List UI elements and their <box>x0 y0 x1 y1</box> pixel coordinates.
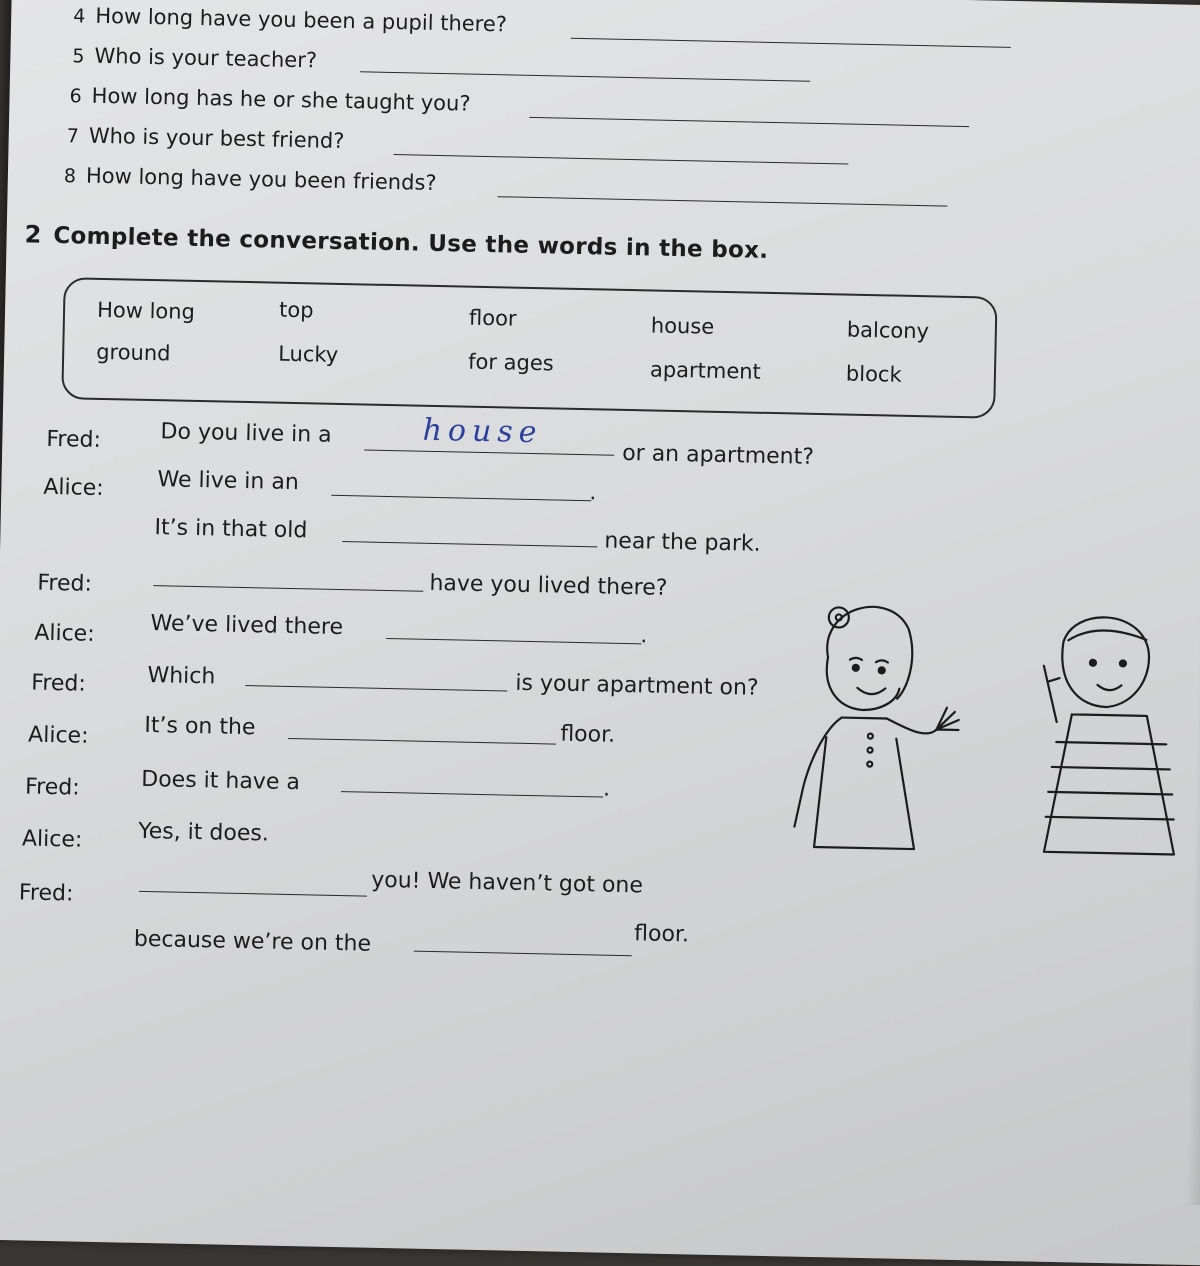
dialogue-text: Does it have a <box>141 766 301 796</box>
word-box <box>61 277 997 419</box>
dialogue-text: floor. <box>633 921 690 948</box>
question-5: 5 Who is your teacher? <box>72 43 318 73</box>
word-box-item: How long <box>96 297 196 324</box>
dialogue-text: It’s on the <box>144 712 256 741</box>
word-box-item: balcony <box>846 317 930 344</box>
dialogue-text: or an apartment? <box>621 440 815 470</box>
dialogue-text: is your apartment on? <box>515 670 759 701</box>
dialogue-text: We’ve lived there <box>150 611 344 641</box>
dialogue-text: near the park. <box>604 528 761 557</box>
girl-waving-illustration <box>784 586 990 860</box>
conversation-blank-2[interactable] <box>331 495 591 501</box>
speaker-label: Fred: <box>31 670 87 697</box>
conversation-blank-6[interactable] <box>245 685 507 691</box>
speaker-label: Fred: <box>37 570 93 597</box>
dialogue-text: Do you live in a <box>160 419 332 448</box>
exercise-2-heading: 2 Complete the conversation. Use the words in the box. <box>24 220 769 264</box>
answer-blank-8[interactable] <box>498 196 948 206</box>
speaker-label: Fred: <box>46 426 102 453</box>
dialogue-text: It’s in that old <box>154 515 308 544</box>
word-box-item: top <box>278 297 314 323</box>
boy-pointing-illustration <box>1014 601 1189 865</box>
word-box-item: apartment <box>649 357 762 384</box>
conversation-blank-4[interactable] <box>153 585 423 592</box>
speaker-label: Alice: <box>43 474 104 502</box>
conversation-blank-9[interactable] <box>139 891 367 897</box>
conversation-blank-5[interactable] <box>386 638 641 644</box>
dialogue-text: you! We haven’t got one <box>370 867 644 899</box>
dialogue-text: We live in an <box>157 467 300 496</box>
word-box-item: ground <box>95 339 171 366</box>
dialogue-text: because we’re on the <box>133 926 372 957</box>
question-6: 6 How long has he or she taught you? <box>69 83 471 116</box>
speaker-label: Alice: <box>21 826 83 853</box>
answer-blank-5[interactable] <box>360 71 810 81</box>
dialogue-text: . <box>640 623 648 649</box>
word-box-item: Lucky <box>277 341 339 367</box>
dialogue-text: have you lived there? <box>429 570 668 601</box>
dialogue-text: . <box>589 480 597 506</box>
answer-blank-6[interactable] <box>529 117 969 127</box>
question-8: 8 How long have you been friends? <box>63 163 437 195</box>
dialogue-text: Yes, it does. <box>137 818 270 847</box>
dialogue-text: floor. <box>560 721 616 748</box>
answer-blank-4[interactable] <box>571 38 1011 48</box>
speaker-label: Fred: <box>24 774 80 801</box>
conversation-blank-7[interactable] <box>288 738 556 745</box>
answer-blank-7[interactable] <box>393 154 848 165</box>
word-box-item: floor <box>468 305 517 331</box>
word-box-item: for ages <box>467 349 554 376</box>
conversation-blank-3[interactable] <box>342 541 597 547</box>
handwritten-answer: house <box>422 412 543 451</box>
speaker-label: Alice: <box>27 722 89 749</box>
conversation-blank-8[interactable] <box>341 791 603 797</box>
question-7: 7 Who is your best friend? <box>66 123 345 153</box>
dialogue-text: . <box>602 776 611 802</box>
word-box-item: block <box>845 361 902 387</box>
speaker-label: Fred: <box>18 880 74 907</box>
question-4: 4 How long have you been a pupil there? <box>73 3 508 37</box>
speaker-label: Alice: <box>34 620 95 647</box>
dialogue-text: Which <box>147 662 216 690</box>
conversation-blank-10[interactable] <box>414 951 632 957</box>
conversation-blank-1[interactable] <box>364 449 614 455</box>
word-box-item: house <box>650 313 715 339</box>
